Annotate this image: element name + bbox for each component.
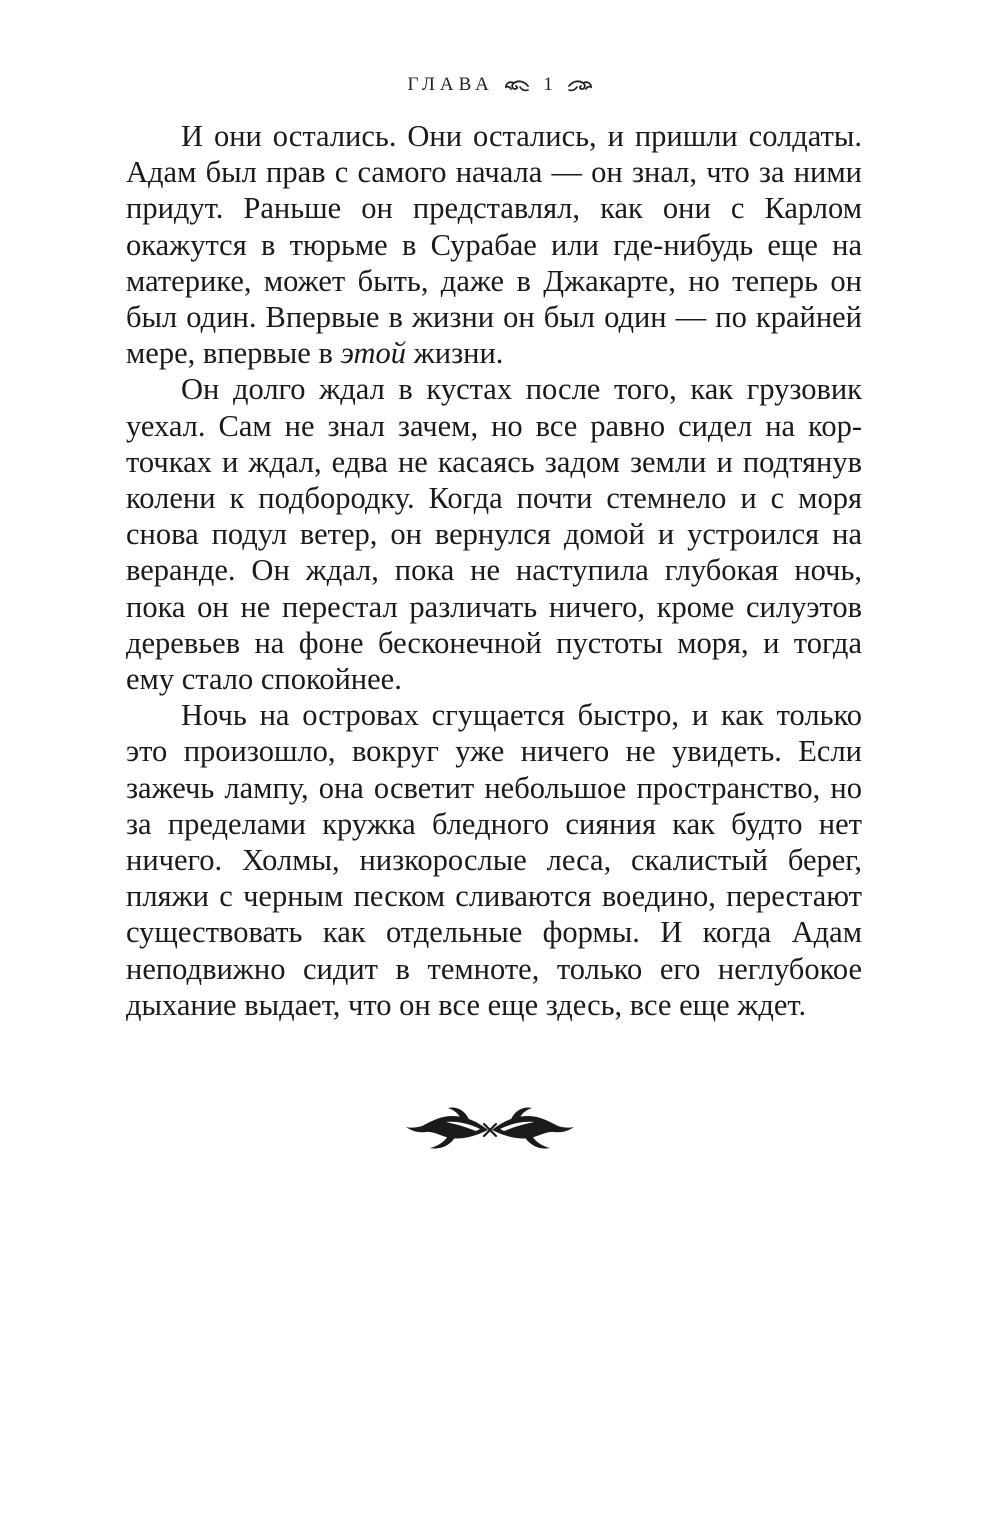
paragraph-3: Ночь на островах сгущается быстро, и как только это произошло, вокруг уже ничего не увидеть. Если зажечь лампу, она осветит небольшое пространство, но за пределами кружка бледного сияния как будто нет ничего. Холмы, низкорослые леса, скалистый берег, пляжи с черным песком сливаются воедино, перестают существовать как отдельные формы. И когда Адам неподвижно сидит в темноте, только его неглубокое дыхание выдает, что он все еще здесь, все еще ждет.: [126, 698, 862, 1022]
italic-word: этой: [340, 336, 407, 371]
body-text: [126, 118, 862, 1023]
chapter-label: ГЛАВА: [407, 74, 494, 95]
running-head: [0, 70, 1000, 100]
fleuron-double-leaf-icon: [400, 1100, 580, 1160]
paragraph-1: И они остались. Они остались, и пришли солдаты. Адам был прав с самого начала — он знал, что за ними придут. Раньше он представлял, как они с Карлом окажутся в тюрьме в Сурабае или где-нибудь еще на материке, может быть, даже в Джакарте, но теперь он был один. Впервые в жизни он был один — по крайней мере, впервые в этой жизни.: [126, 119, 862, 371]
chapter-number: 1: [543, 74, 553, 95]
leaf-scroll-left-icon: [504, 78, 530, 94]
leaf-scroll-right-icon: [567, 78, 593, 94]
paragraph-2: Он долго ждал в кустах после того, как грузовик уехал. Сам не знал зачем, но все равно сидел на корточках и ждал, едва не касаясь задом земли и подтянув колени к подбородку. Когда почти стемнело и с моря снова подул ветер, он вернулся домой и устроился на веранде. Он ждал, пока не наступила глубокая ночь, пока он не перестал различать ничего, кроме силуэтов деревьев на фоне бесконечной пустоты моря, и тогда ему стало спокойнее.: [126, 372, 862, 697]
